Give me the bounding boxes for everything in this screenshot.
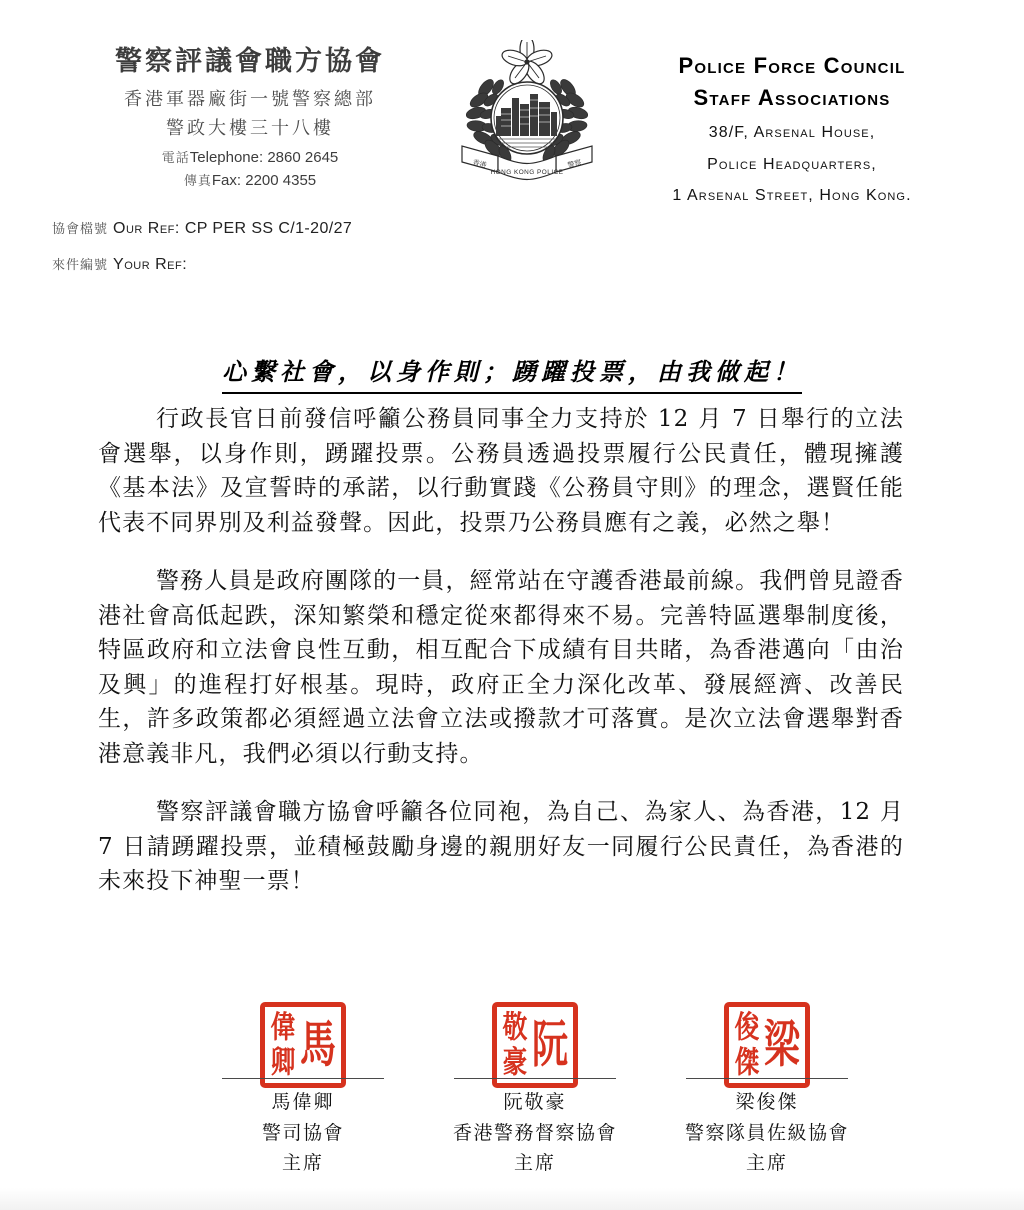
signature-rule-2 [454, 1078, 616, 1079]
crest-ribbon-en: HONG KONG POLICE [490, 169, 564, 176]
telephone-label-zh: 電話 [161, 151, 190, 167]
signatory-organisation-2: 香港警務督察協會 [452, 1121, 617, 1144]
signatory-name-1: 馬偉卿 [271, 1091, 335, 1113]
crest-ribbon-zh-left: 香港 [471, 158, 488, 170]
body-paragraph-2: 警務人員是政府團隊的一員，經常站在守護香港最前線。我們曾見證香港社會高低起跌，深知繁榮和穩定從來都得來不易。完善特區選舉制度後，特區政府和立法會良性互動，相互配合下成績有目共睹，為香港邁向「由治及興」的進程打好根基。現時，政府正全力深化改革、發展經濟、改善民生，許多政策都必須經過立法會立法或撥款才可落實。是次立法會選舉對香港意義非凡，我們必須以行動支持。 [98, 568, 904, 767]
org-name-en-line1: Police Force Council [678, 53, 906, 78]
signature-block-3 [669, 1002, 865, 1178]
telephone-label-en: Telephone: [189, 149, 264, 167]
your-ref-label-zh: 來件編號 [52, 258, 109, 273]
reference-block [52, 218, 652, 290]
address-zh-line1: 香港軍器廠街一號警察總部 [124, 89, 376, 111]
signature-row [205, 1002, 865, 1178]
chop-char-2-2: 豪 [502, 1044, 528, 1081]
fax-label-en: Fax: [211, 172, 242, 190]
body-paragraph-1: 行政長官日前發信呼籲公務員同事全力支持於 12 月 7 日舉行的立法會選舉，以身作則，踴躍投票。公務員透過投票履行公民責任，體現擁護《基本法》及宣誓時的承諾，以行動實踐《公務員守則》的理念，選賢任能代表不同界別及利益發聲。因此，投票乃公務員應有之義，必然之舉！ [98, 406, 904, 536]
chop-char-3-3: 梁 [764, 1015, 800, 1074]
signatory-role-2: 主席 [513, 1152, 556, 1174]
org-name-zh: 警察評議會職方協會 [115, 46, 385, 77]
chop-char-1-1: 偉 [270, 1009, 296, 1046]
address-en-line1: 38/F, Arsenal House, [708, 123, 876, 141]
hong-kong-police-crest-icon [452, 40, 602, 190]
signature-rule-3 [686, 1078, 848, 1079]
our-ref-line [52, 218, 652, 238]
signature-block-2 [437, 1002, 633, 1178]
body-paragraph-3: 警察評議會職方協會呼籲各位同袍，為自己、為家人、為香港，12 月 7 日請踴躍投票，並積極鼓勵身邊的親朋好友一同履行公民責任，為香港的未來投下神聖一票！ [98, 799, 904, 894]
signatory-organisation-1: 警司協會 [261, 1121, 344, 1144]
letterhead [0, 40, 1024, 205]
chop-char-2-3: 阮 [532, 1015, 568, 1074]
seal-chop-icon-2 [492, 1002, 578, 1088]
fax-value: 2200 4355 [245, 172, 317, 190]
fax-line [60, 170, 440, 189]
our-ref-label-en: Our Ref: [113, 220, 180, 237]
signatory-name-2: 阮敬豪 [503, 1091, 567, 1113]
seal-chop-icon-1 [260, 1002, 346, 1088]
letterhead-chinese-block [60, 44, 440, 189]
telephone-line [60, 147, 440, 166]
headline-container [0, 352, 1024, 394]
your-ref-line [52, 254, 652, 274]
our-ref-label-zh: 協會檔號 [52, 222, 109, 237]
seal-chop-icon-3 [724, 1002, 810, 1088]
signature-rule-1 [222, 1078, 384, 1079]
chop-char-1-2: 卿 [270, 1044, 296, 1081]
address-zh-line2: 警政大樓三十八樓 [166, 118, 334, 140]
org-name-en-line2: Staff Associations [693, 84, 891, 110]
telephone-value: 2860 2645 [267, 149, 339, 167]
chop-char-2-1: 敬 [502, 1009, 528, 1046]
page-bottom-edge [0, 1188, 1024, 1210]
document-headline: 心繫社會，以身作則；踴躍投票，由我做起！ [222, 352, 802, 394]
signatory-name-3: 梁俊傑 [735, 1091, 799, 1113]
crest-ribbon-zh-right: 警察 [566, 158, 583, 170]
chop-char-1-3: 馬 [300, 1015, 336, 1074]
signatory-role-1: 主席 [281, 1152, 324, 1174]
address-en-line3: 1 Arsenal Street, Hong Kong. [672, 187, 912, 205]
letterhead-english-block [612, 50, 972, 209]
signature-block-1 [205, 1002, 401, 1178]
letter-body [98, 402, 904, 899]
signatory-organisation-3: 警察隊員佐級協會 [684, 1121, 849, 1144]
your-ref-label-en: Your Ref: [113, 256, 188, 273]
chop-char-3-2: 傑 [734, 1044, 760, 1081]
chop-char-3-1: 俊 [734, 1009, 760, 1046]
our-ref-value: CP PER SS C/1-20/27 [184, 220, 353, 237]
address-en-line2: Police Headquarters, [707, 155, 877, 173]
signatory-role-3: 主席 [745, 1152, 788, 1174]
fax-label-zh: 傳真 [183, 174, 212, 190]
